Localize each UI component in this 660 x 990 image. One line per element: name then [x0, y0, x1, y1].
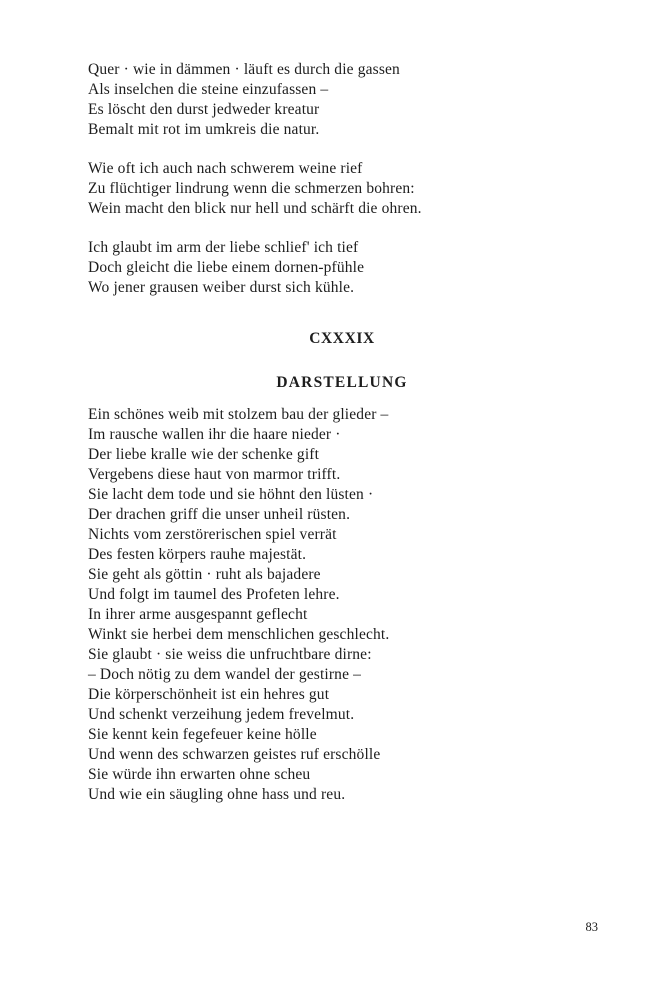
poem-line: Der liebe kralle wie der schenke gift — [88, 446, 320, 463]
poem-line: Wo jener grausen weiber durst sich kühle. — [88, 279, 355, 296]
poem-line: Sie würde ihn erwarten ohne scheu — [88, 766, 311, 783]
poem-line: Wie oft ich auch nach schwerem weine rief — [88, 160, 363, 177]
poem-line: Zu flüchtiger lindrung wenn die schmerzen bohren: — [88, 180, 415, 197]
poem-line: Sie lacht dem tode und sie höhnt den lüsten · — [88, 486, 374, 503]
poem-line: Winkt sie herbei dem menschlichen geschlecht. — [88, 626, 390, 643]
poem-line: Ich glaubt im arm der liebe schlief' ich tief — [88, 239, 359, 256]
poem-line: Und wenn des schwarzen geistes ruf erschölle — [88, 746, 381, 763]
poem-line: – Doch nötig zu dem wandel der gestirne – — [88, 666, 362, 683]
page-number: 83 — [585, 920, 598, 934]
poem-line: Bemalt mit rot im umkreis die natur. — [88, 121, 320, 138]
poem-line: Und folgt im taumel des Profeten lehre. — [88, 586, 340, 603]
stanza-2 — [88, 159, 596, 219]
poem-line: Sie geht als göttin · ruht als bajadere — [88, 566, 321, 583]
stanza-3 — [88, 238, 596, 298]
poem-title-heading: DARSTELLUNG — [276, 374, 408, 391]
poem-line: Doch gleicht die liebe einem dornen-pfühle — [88, 259, 365, 276]
poem-body — [88, 405, 596, 805]
poem-line: Des festen körpers rauhe majestät. — [88, 546, 307, 563]
stanza-1 — [88, 60, 596, 140]
poem-line: Und wie ein säugling ohne hass und reu. — [88, 786, 346, 803]
poem-line: Im rausche wallen ihr die haare nieder · — [88, 426, 341, 443]
poem-line: In ihrer arme ausgespannt geflecht — [88, 606, 308, 623]
poem-line: Vergebens diese haut von marmor trifft. — [88, 466, 341, 483]
poem-line: Es löscht den durst jedweder kreatur — [88, 101, 320, 118]
poem-line: Und schenkt verzeihung jedem frevelmut. — [88, 706, 355, 723]
poem-line: Nichts vom zerstörerischen spiel verrät — [88, 526, 337, 543]
poem-line: Ein schönes weib mit stolzem bau der glieder – — [88, 406, 389, 423]
text-column — [88, 60, 596, 805]
poem-line: Sie glaubt · sie weiss die unfruchtbare dirne: — [88, 646, 372, 663]
poem-line: Sie kennt kein fegefeuer keine hölle — [88, 726, 317, 743]
poem-line: Der drachen griff die unser unheil rüsten. — [88, 506, 351, 523]
section-number-heading: CXXXIX — [309, 330, 375, 347]
poem-line: Als inselchen die steine einzufassen – — [88, 81, 329, 98]
poem-line: Die körperschönheit ist ein hehres gut — [88, 686, 330, 703]
poem-line: Quer · wie in dämmen · läuft es durch die gassen — [88, 61, 400, 78]
poem-line: Wein macht den blick nur hell und schärft die ohren. — [88, 200, 422, 217]
